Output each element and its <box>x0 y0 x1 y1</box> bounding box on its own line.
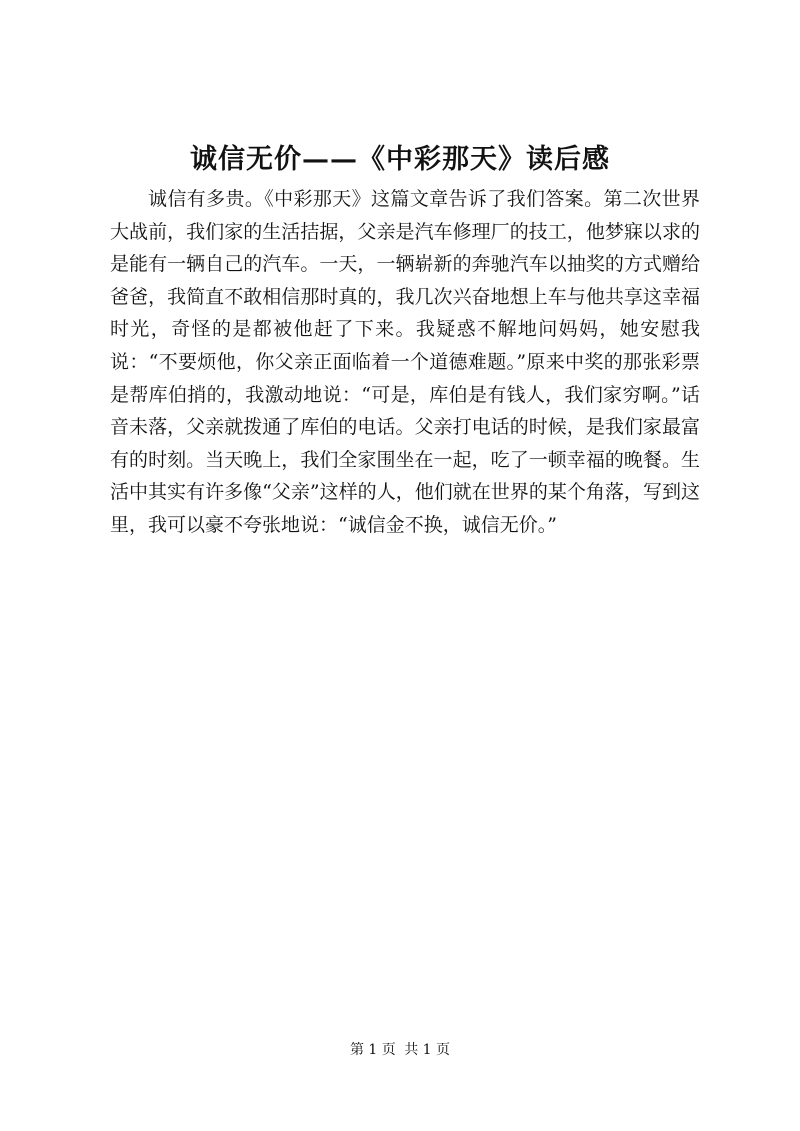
document-body-paragraph: 诚信有多贵。《中彩那天》这篇文章告诉了我们答案。第二次世界大战前，我们家的生活拮据，父亲是汽车修理厂的技工，他梦寐以求的是能有一辆自己的汽车。一天，一辆崭新的奔驰汽车以抽奖的方式赠给爸爸，我简直不敢相信那时真的，我几次兴奋地想上车与他共享这幸福时光，奇怪的是都被他赶了下来。我疑惑不解地问妈妈，她安慰我说：“不要烦他，你父亲正面临着一个道德难题。”原来中奖的那张彩票是帮库伯捎的，我激动地说：“可是，库伯是有钱人，我们家穷啊。”话音未落，父亲就拨通了库伯的电话。父亲打电话的时候，是我们家最富有的时刻。当天晚上，我们全家围坐在一起，吃了一顿幸福的晚餐。生活中其实有许多像“父亲”这样的人，他们就在世界的某个角落，写到这里，我可以豪不夸张地说：“诚信金不换，诚信无价。” <box>110 188 700 536</box>
page-footer <box>0 1040 800 1060</box>
document-title: 诚信无价——《中彩那天》读后感 <box>190 144 610 175</box>
page-number: 第 1 页 <box>349 1042 396 1058</box>
page-total: 共 1 页 <box>404 1042 451 1058</box>
